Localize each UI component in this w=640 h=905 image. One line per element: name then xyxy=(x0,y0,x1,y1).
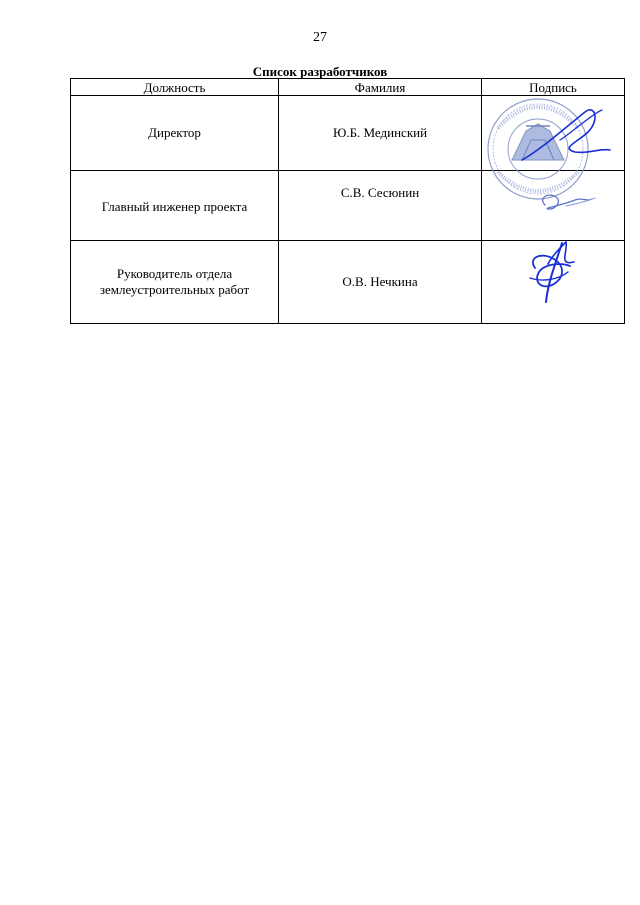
developers-table xyxy=(70,78,625,324)
signature-cell xyxy=(482,241,625,324)
page-number: 27 xyxy=(313,30,327,45)
table-row xyxy=(71,96,625,171)
position-cell: Главный инженер проекта xyxy=(71,171,279,241)
header-name: Фамилия xyxy=(279,79,482,96)
table-header-row xyxy=(71,79,625,96)
name-cell: О.В. Нечкина xyxy=(279,241,482,324)
header-position: Должность xyxy=(71,79,279,96)
document-title: Список разработчиков xyxy=(252,64,388,79)
table-row xyxy=(71,171,625,241)
name-cell: Ю.Б. Мединский xyxy=(279,96,482,171)
signature-cell xyxy=(482,171,625,241)
header-signature: Подпись xyxy=(482,79,625,96)
position-cell: Директор xyxy=(71,96,279,171)
name-cell: С.В. Сесюнин xyxy=(279,171,482,241)
signature-cell xyxy=(482,96,625,171)
position-cell: Руководитель отдела землеустроительных работ xyxy=(71,241,279,324)
table-row xyxy=(71,241,625,324)
